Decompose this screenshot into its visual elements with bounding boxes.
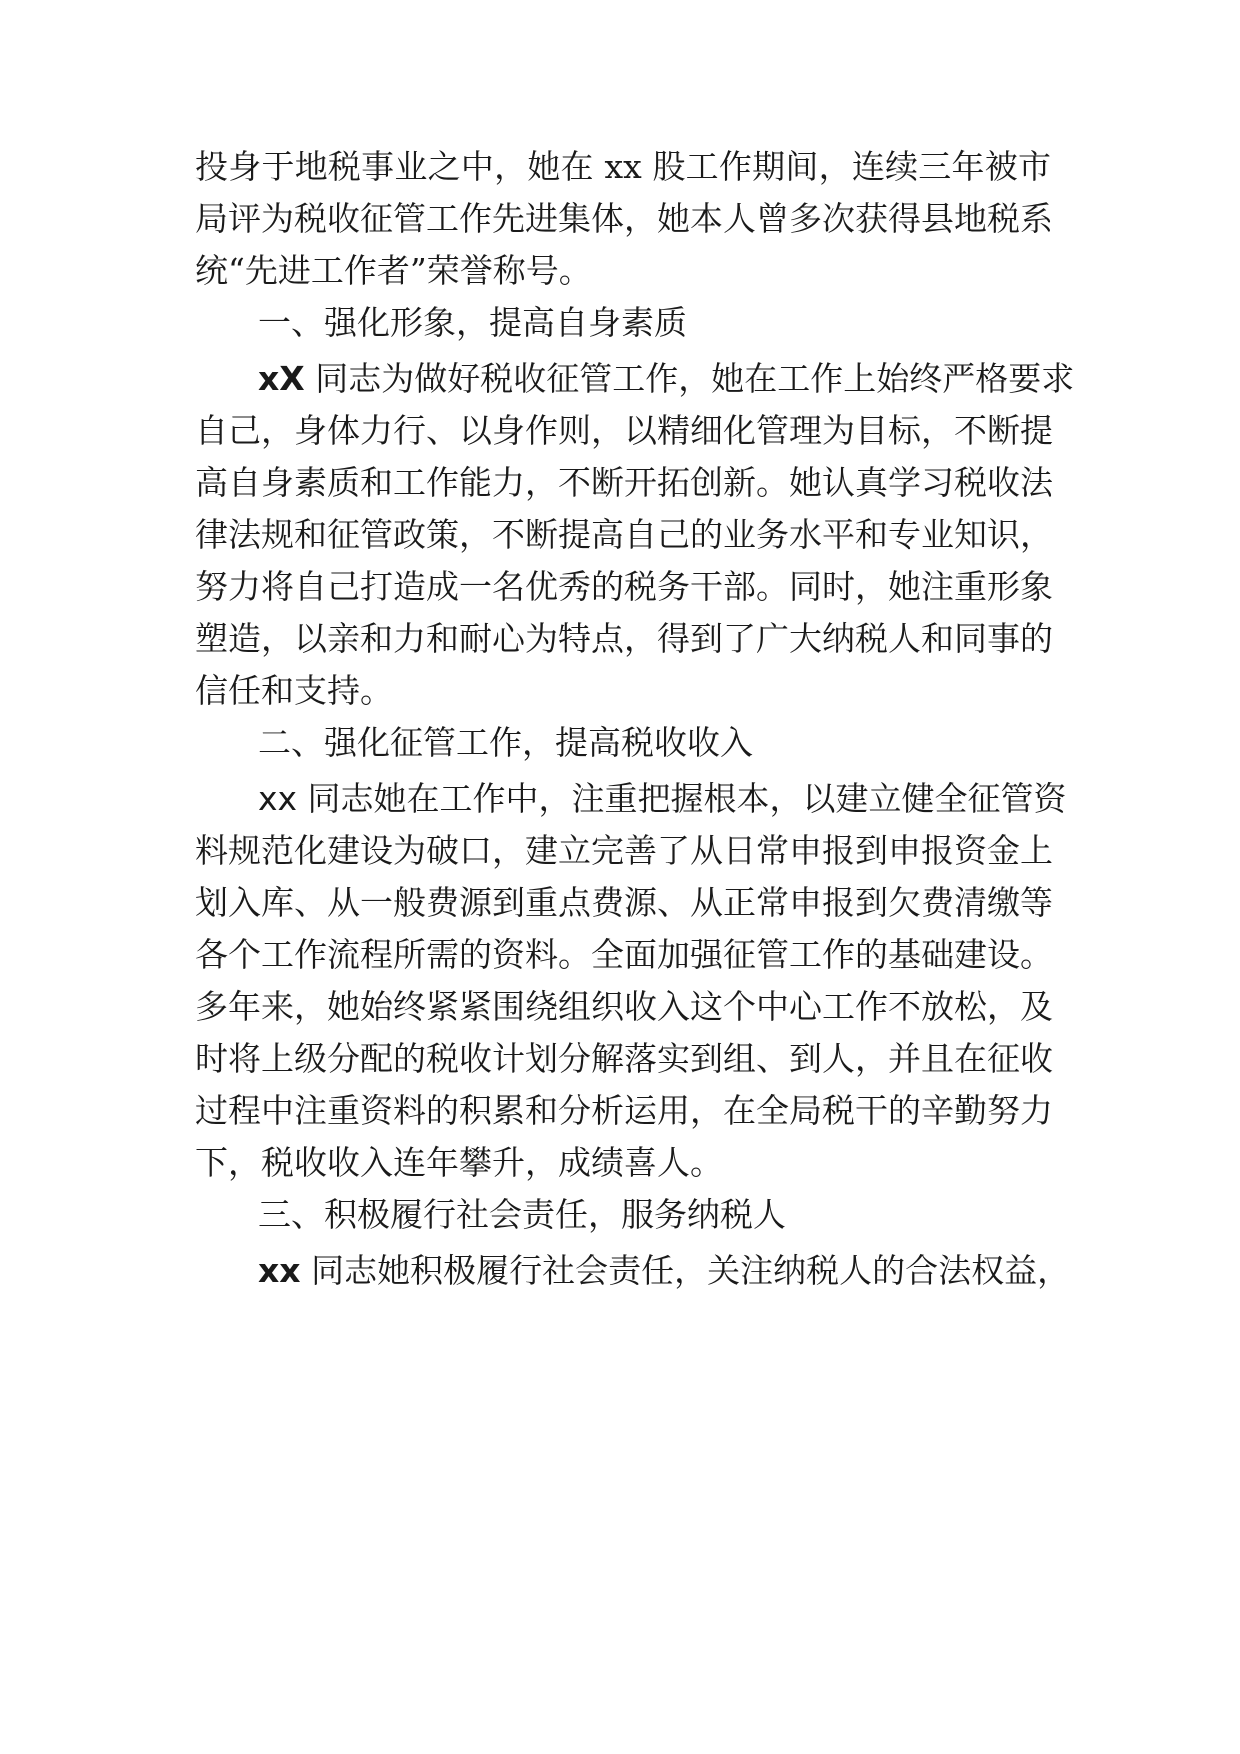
intro-line-3: 统“先进工作者”荣誉称号。 [195, 251, 592, 290]
section-2-line-3: 划入库、从一般费源到重点费源、从正常申报到欠费清缴等 [195, 883, 1053, 922]
section-3-line-1 [258, 1243, 1071, 1299]
section-2-line-6: 时将上级分配的税收计划分解落实到组、到人，并且在征收 [195, 1039, 1053, 1078]
intro-line-1: 投身于地税事业之中，她在 xx 股工作期间，连续三年被市 [195, 147, 1051, 186]
section-2-line-1-text: 同志她在工作中，注重把握根本，以建立健全征管资 [297, 779, 1067, 818]
person-name: xX [258, 359, 305, 398]
section-2-line-8: 下，税收收入连年攀升，成绩喜人。 [195, 1143, 723, 1182]
section-3-line-1-text: 同志她积极履行社会责任，关注纳税人的合法权益， [300, 1251, 1071, 1290]
section-2-line-4: 各个工作流程所需的资料。全面加强征管工作的基础建设。 [195, 935, 1053, 974]
section-1-heading: 一、强化形象，提高自身素质 [258, 303, 687, 342]
section-1-line-6: 塑造，以亲和力和耐心为特点，得到了广大纳税人和同事的 [195, 619, 1053, 658]
section-1-line-5: 努力将自己打造成一名优秀的税务干部。同时，她注重形象 [195, 567, 1053, 606]
section-2-line-7: 过程中注重资料的积累和分析运用，在全局税干的辛勤努力 [195, 1091, 1053, 1130]
section-1-line-7: 信任和支持。 [195, 671, 393, 710]
section-1-line-3: 高自身素质和工作能力，不断开拓创新。她认真学习税收法 [195, 463, 1053, 502]
section-3-heading: 三、积极履行社会责任，服务纳税人 [258, 1195, 786, 1234]
section-2-line-5: 多年来，她始终紧紧围绕组织收入这个中心工作不放松，及 [195, 987, 1053, 1026]
intro-line-2: 局评为税收征管工作先进集体，她本人曾多次获得县地税系 [195, 199, 1053, 238]
person-name: xx [258, 779, 298, 818]
section-1-line-1 [258, 351, 1075, 407]
section-1-line-4: 律法规和征管政策，不断提高自己的业务水平和专业知识， [195, 515, 1053, 554]
section-1-line-1-text: 同志为做好税收征管工作，她在工作上始终严格要求 [304, 359, 1075, 398]
section-2-line-1 [258, 771, 1067, 827]
section-2-heading: 二、强化征管工作，提高税收收入 [258, 723, 753, 762]
person-name: xx [258, 1251, 301, 1290]
section-1-line-2: 自己，身体力行、以身作则，以精细化管理为目标，不断提 [195, 411, 1053, 450]
section-2-line-2: 料规范化建设为破口，建立完善了从日常申报到申报资金上 [195, 831, 1053, 870]
